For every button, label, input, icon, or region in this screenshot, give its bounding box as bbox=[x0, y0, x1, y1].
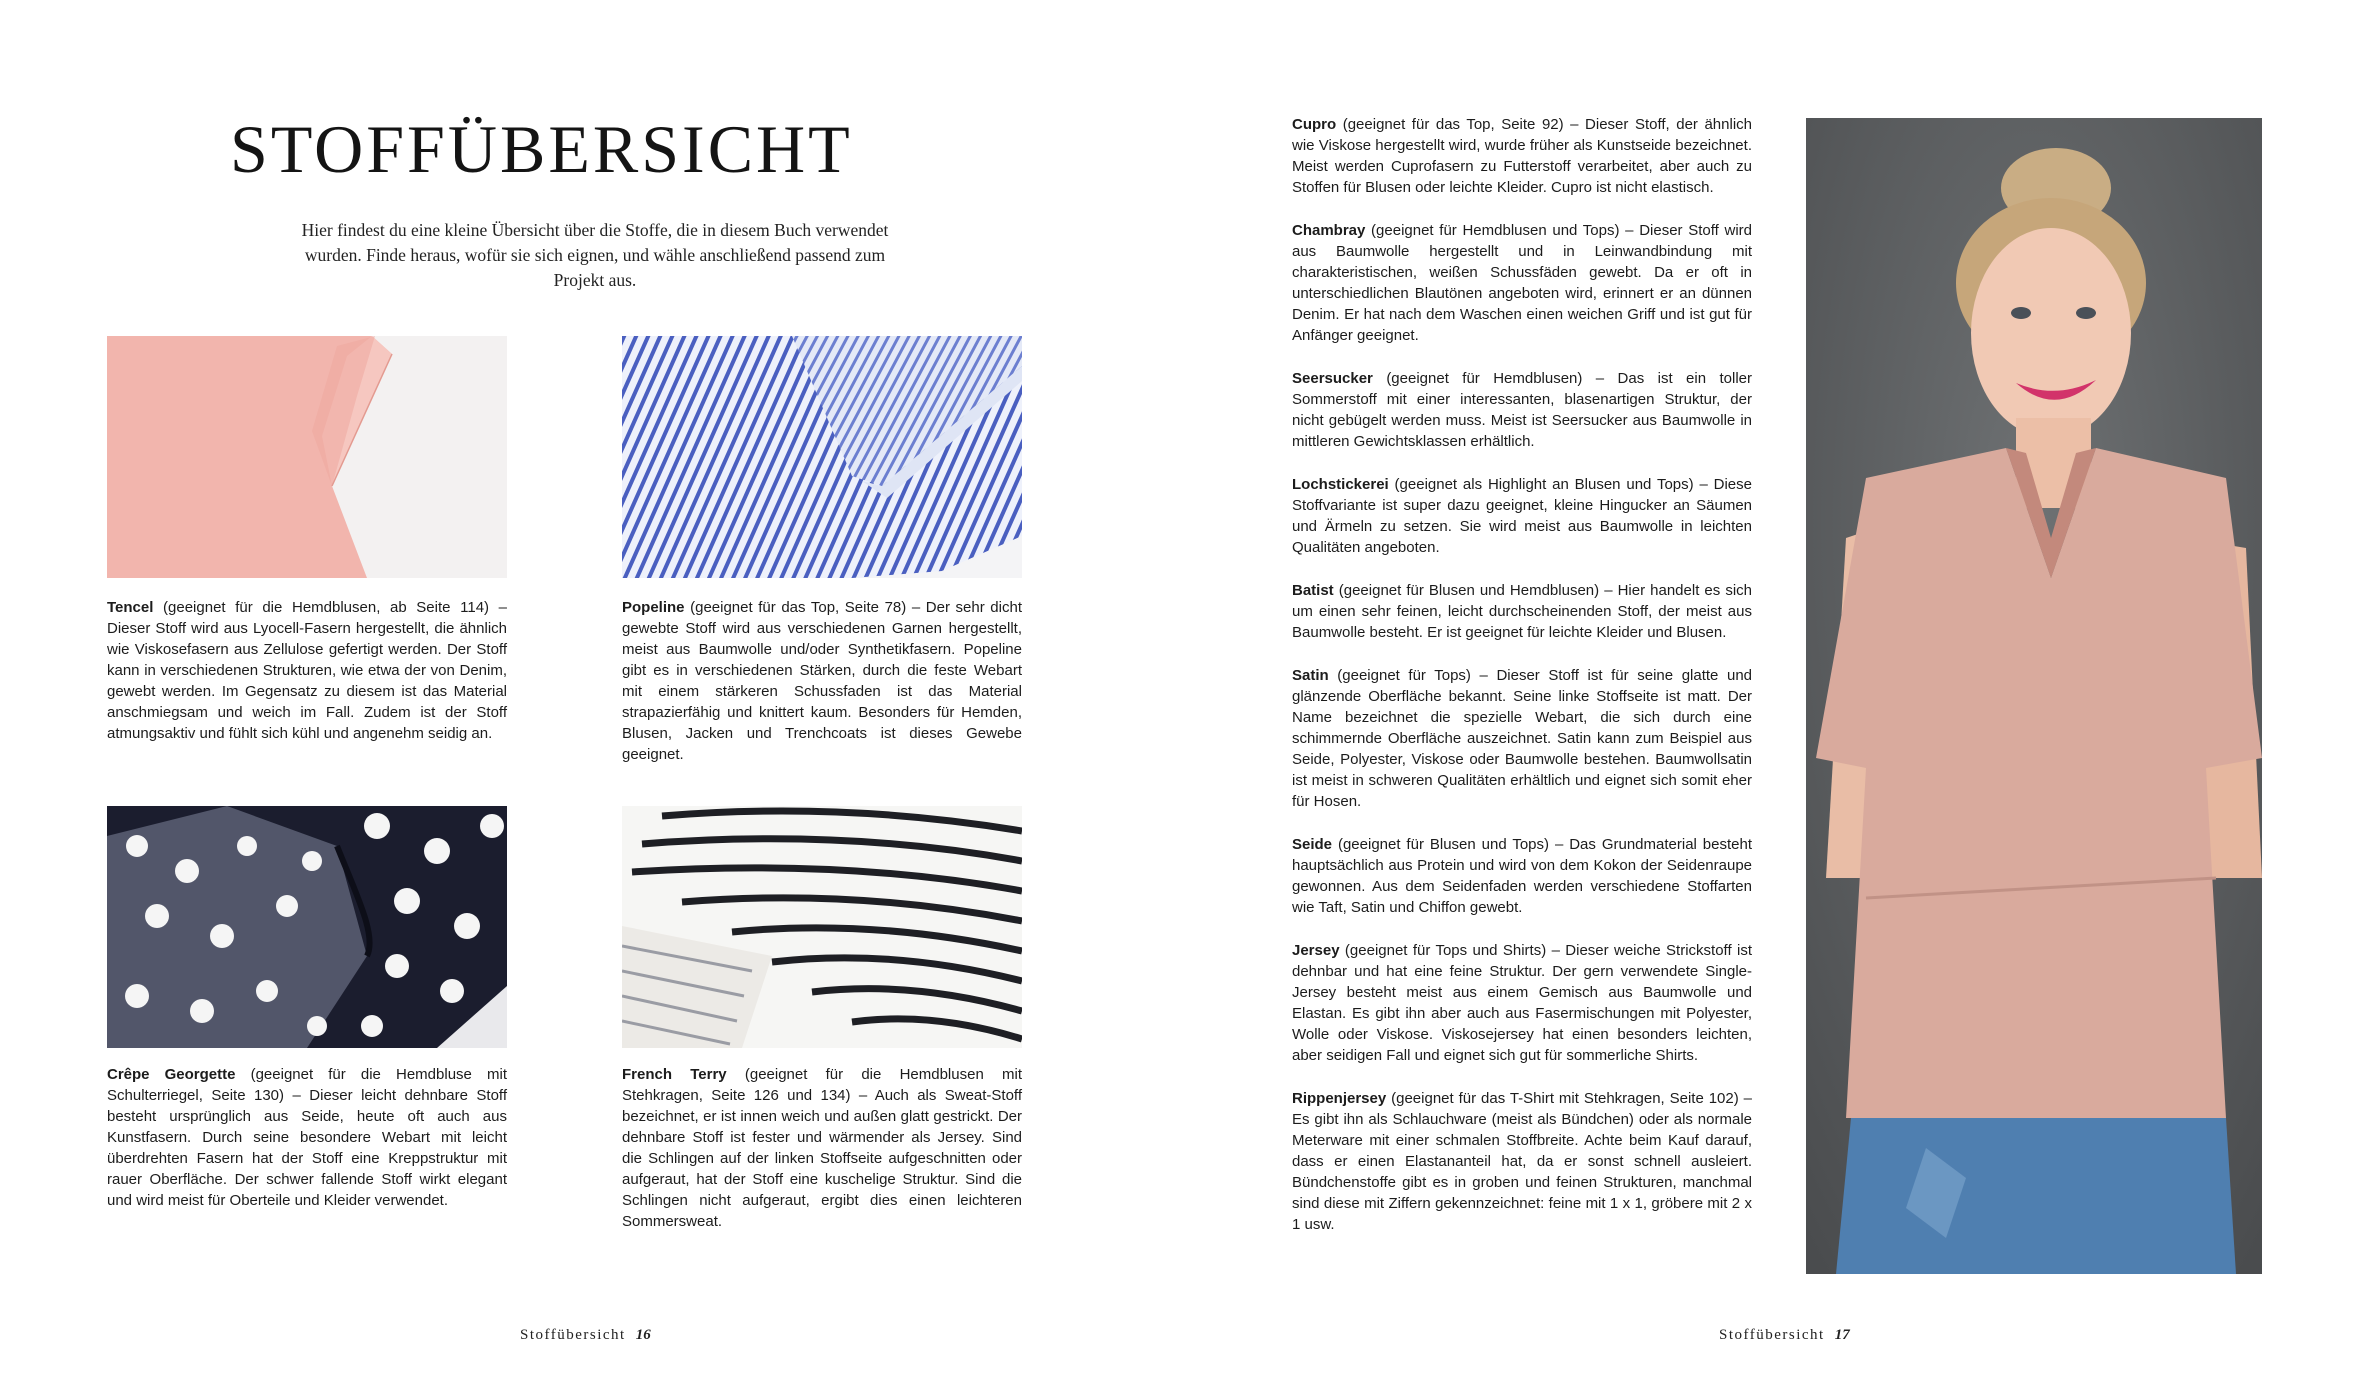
glossary-entry-seide bbox=[1292, 834, 1752, 918]
fabric-text: (geeignet für Blusen und Hemdblusen) – Hier handelt es sich um einen sehr feinen, leicht durchscheinenden Stoff, der meist aus Baumwolle besteht. Er ist geeignet für leichte Kleider und Blusen. bbox=[1292, 582, 1752, 641]
intro-text: Hier findest du eine kleine Übersicht über die Stoffe, die in diesem Buch verwendet wurden. Finde heraus, wofür sie sich eignen, und wähle anschließend passend zum Projekt aus. bbox=[301, 220, 889, 290]
page-number: 17 bbox=[1834, 1327, 1850, 1343]
glossary-entry-chambray bbox=[1292, 220, 1752, 346]
glossary-entry-lochstickerei bbox=[1292, 474, 1752, 558]
page-footer-left bbox=[520, 1327, 651, 1344]
crepe-georgette-fabric-photo bbox=[107, 806, 507, 1048]
fabric-name: Seersucker bbox=[1292, 370, 1373, 387]
fabric-name: Lochstickerei bbox=[1292, 476, 1389, 493]
glossary-entry-batist bbox=[1292, 580, 1752, 643]
fabric-glossary bbox=[1292, 114, 1752, 1257]
fabric-name: French Terry bbox=[622, 1066, 727, 1083]
footer-label: Stoffübersicht bbox=[1719, 1327, 1825, 1343]
model-photo bbox=[1806, 118, 2262, 1274]
fabric-text: (geeignet für die Hemdblusen mit Stehkragen, Seite 126 und 134) – Auch als Sweat-Stoff bezeichnet, er ist innen weich und außen glatt gestrickt. Der dehnbare Stoff ist fester und wärmender als Jersey. Sind die Schlingen auf der linken Stoffseite aufgeschnitten oder aufgeraut, hat der Stoff eine kuschelige Struktur. Sind die Schlingen nicht aufgeraut, ergibt dies einen leichteren Sommersweat. bbox=[622, 1066, 1022, 1230]
footer-label: Stoffübersicht bbox=[520, 1327, 626, 1343]
fabric-name: Tencel bbox=[107, 599, 154, 616]
fabric-text: (geeignet für Tops) – Dieser Stoff ist für seine glatte und glänzende Oberfläche bekannt. Seine linke Stoffseite ist matt. Der Name bezeichnet die spezielle Webart, die sich durch eine schimmernde Oberfläche auszeichnet. Satin kann zum Beispiel aus Seide, Polyester, Viskose oder Baumwolle bestehen. Baumwollsatin ist meist in schweren Qualitäten erhältlich und eignet sich somit eher für Hosen. bbox=[1292, 667, 1752, 810]
fabric-text: (geeignet als Highlight an Blusen und Tops) – Diese Stoffvariante ist super dazu geeignet, kleine Hingucker an Säumen und Ärmeln zu setzen. Sie wird meist aus Baumwolle in leichten Qualitäten angeboten. bbox=[1292, 476, 1752, 556]
page-footer-right bbox=[1719, 1327, 1850, 1344]
fabric-description-french-terry bbox=[622, 1064, 1022, 1232]
glossary-entry-cupro bbox=[1292, 114, 1752, 198]
tencel-fabric-photo bbox=[107, 336, 507, 578]
fabric-text: (geeignet für die Hemdblusen, ab Seite 114) – Dieser Stoff wird aus Lyocell-Fasern hergestellt, die ähnlich wie Viskosefasern aus Zellulose gefertigt werden. Der Stoff kann in verschiedenen Strukturen, wie etwa der von Denim, gewebt werden. Im Gegensatz zu diesem ist das Material anschmiegsam und weich im Fall. Zudem ist der Stoff atmungsaktiv und fühlt sich kühl und angenehm seidig an. bbox=[107, 599, 507, 742]
popeline-fabric-photo bbox=[622, 336, 1022, 578]
glossary-entry-satin bbox=[1292, 665, 1752, 812]
fabric-name: Batist bbox=[1292, 582, 1334, 599]
fabric-text: (geeignet für Hemdblusen) – Das ist ein toller Sommerstoff mit einer interessanten, blasenartigen Struktur, der nicht gebügelt werden muss. Meist ist Seersucker aus Baumwolle in mittleren Gewichtsklassen erhältlich. bbox=[1292, 370, 1752, 450]
fabric-name: Rippenjersey bbox=[1292, 1090, 1387, 1107]
fabric-name: Seide bbox=[1292, 836, 1333, 853]
fabric-text: (geeignet für das Top, Seite 78) – Der sehr dicht gewebte Stoff wird aus verschiedenen Garnen hergestellt, meist aus Baumwolle und/oder Synthetikfasern. Popeline gibt es in verschiedenen Stärken, durch die feste Webart mit einem stärkeren Schussfaden ist das Material strapazierfähig und knittert kaum. Besonders für Hemden, Blusen, Jacken und Trenchcoats ist dieses Gewebe geeignet. bbox=[622, 599, 1022, 763]
right-page bbox=[1181, 0, 2362, 1388]
fabric-name: Crêpe Georgette bbox=[107, 1066, 236, 1083]
fabric-text: (geeignet für das Top, Seite 92) – Dieser Stoff, der ähnlich wie Viskose hergestellt wird, wurde früher als Kunstseide bezeichnet. Meist werden Cuprofasern zu Futterstoff verarbeitet, aber auch zu Stoffen für Blusen oder leichte Kleider. Cupro ist nicht elastisch. bbox=[1292, 116, 1752, 196]
fabric-name: Chambray bbox=[1292, 222, 1366, 239]
glossary-entry-rippenjersey bbox=[1292, 1088, 1752, 1235]
fabric-text: (geeignet für Tops und Shirts) – Dieser weiche Strickstoff ist dehnbar und hat eine feine Struktur. Der gern verwendete Single-Jersey besteht meist aus einem Gemisch aus Baumwolle und Elastan. Es gibt ihn aber auch aus Fasermischungen mit Polyester, Wolle oder Viskose. Viskosejersey hat einen besonders leichten, aber seidigen Fall und eignet sich gut für sommerliche Shirts. bbox=[1292, 942, 1752, 1064]
fabric-description-crepe-georgette bbox=[107, 1064, 507, 1211]
french-terry-fabric-photo bbox=[622, 806, 1022, 1048]
fabric-text: (geeignet für Blusen und Tops) – Das Grundmaterial besteht hauptsächlich aus Protein und wird von dem Kokon der Seidenraupe gewonnen. Aus dem Seidenfaden werden verschiedene Stoffarten wie Taft, Satin und Chiffon gewebt. bbox=[1292, 836, 1752, 916]
fabric-text: (geeignet für das T-Shirt mit Stehkragen, Seite 102) – Es gibt ihn als Schlauchware (meist als Bündchen) oder als normale Meterware mit einer schmalen Stoffbreite. Achte beim Kauf darauf, dass er einen Elastananteil hat, da er sonst schnell ausleiert. Bündchenstoffe gibt es in groben und feinen Strukturen, manchmal sind diese mit Ziffern gekennzeichnet: feine mit 1 x 1, gröbere mit 2 x 1 usw. bbox=[1292, 1090, 1752, 1233]
fabric-name: Cupro bbox=[1292, 116, 1337, 133]
fabric-description-tencel bbox=[107, 597, 507, 744]
glossary-entry-jersey bbox=[1292, 940, 1752, 1066]
fabric-text: (geeignet für Hemdblusen und Tops) – Dieser Stoff wird aus Baumwolle hergestellt und in Leinwandbindung mit charakteristischen, weißen Schussfäden gewebt. Da er oft in unterschiedlichen Blautönen angeboten wird, erinnert er an dünnen Denim. Er hat nach dem Waschen einen weichen Griff und ist gut für Anfänger geeignet. bbox=[1292, 222, 1752, 344]
page-number: 16 bbox=[635, 1327, 651, 1343]
page-title: STOFFÜBERSICHT bbox=[230, 111, 853, 187]
fabric-text: (geeignet für die Hemdbluse mit Schulterriegel, Seite 130) – Dieser leicht dehnbare Stoff besteht ursprünglich aus Seide, heute oft auch aus Kunstfasern. Durch seine besondere Webart mit leicht überdrehten Fasern hat der Stoff eine Kreppstruktur mit rauer Oberfläche. Der schwer fallende Stoff wirkt elegant und wird meist für Oberteile und Kleider verwendet. bbox=[107, 1066, 507, 1209]
fabric-name: Satin bbox=[1292, 667, 1329, 684]
fabric-name: Jersey bbox=[1292, 942, 1340, 959]
fabric-name: Popeline bbox=[622, 599, 685, 616]
fabric-description-popeline bbox=[622, 597, 1022, 765]
glossary-entry-seersucker bbox=[1292, 368, 1752, 452]
